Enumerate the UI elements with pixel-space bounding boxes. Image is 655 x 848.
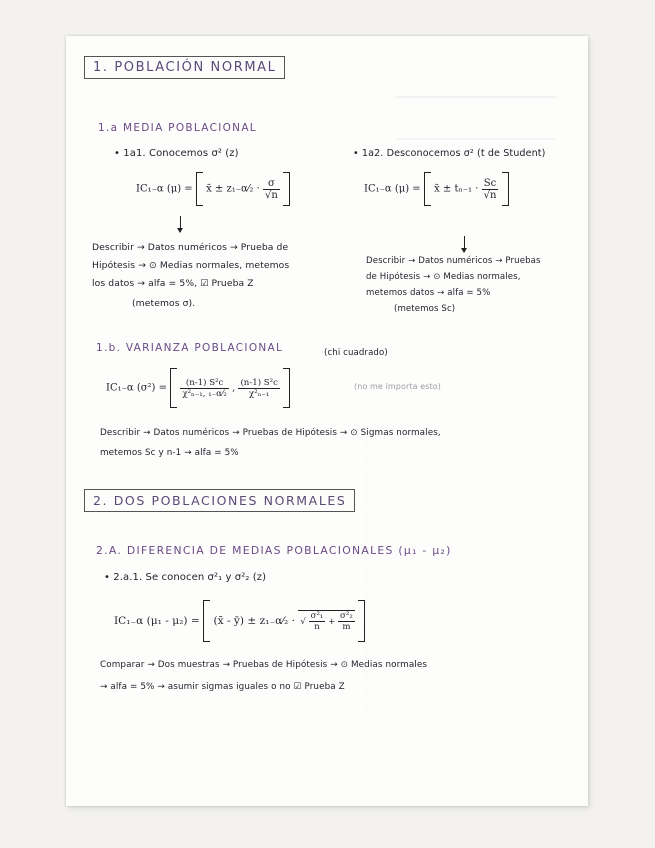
fraction-numerator: (n-1) S²c xyxy=(240,377,278,388)
case-known-sigma: • 1a1. Conocemos σ² (z) xyxy=(114,148,239,159)
note-right-line-1: Describir → Datos numéricos → Pruebas xyxy=(366,256,541,266)
section-title-poblacion-normal: 1. POBLACIÓN NORMAL xyxy=(84,56,285,79)
fraction-denominator: m xyxy=(342,622,351,632)
formula-ic-known-sigma xyxy=(136,172,290,206)
notebook-page xyxy=(66,36,588,806)
fraction-denominator: n xyxy=(314,622,320,632)
heading-media-poblacional: 1.a MEDIA POBLACIONAL xyxy=(98,122,257,134)
case-unknown-sigma: • 1a2. Desconocemos σ² (t de Student) xyxy=(353,148,546,159)
heading-varianza-poblacional: 1.b. VARIANZA POBLACIONAL xyxy=(96,342,284,354)
variance-note-line-2: metemos Sc y n-1 → alfa = 5% xyxy=(100,448,239,458)
note-left-line-4: (metemos σ). xyxy=(132,298,196,309)
case-known-two-sigmas: • 2.a.1. Se conocen σ²₁ y σ²₂ (z) xyxy=(104,572,267,583)
formula-label: IC₁₋α (μ) = xyxy=(364,183,421,195)
fraction-numerator: (n-1) S²c xyxy=(180,378,228,389)
formula-label: IC₁₋α (σ²) = xyxy=(106,382,168,394)
fraction-denominator: √n xyxy=(483,189,497,201)
arrow-down-icon xyxy=(180,216,181,232)
note-right-line-2: de Hipótesis → ⊙ Medias normales, xyxy=(366,272,521,282)
comparison-note-line-1: Comparar → Dos muestras → Pruebas de Hipótesis → ⊙ Medias normales xyxy=(100,660,428,670)
formula-body: x̄ ± tₙ₋₁ · xyxy=(434,183,479,195)
section-title-dos-poblaciones: 2. DOS POBLACIONES NORMALES xyxy=(84,489,355,512)
fraction-numerator: σ²₁ xyxy=(310,611,324,621)
formula-ic-difference: IC₁₋α (μ₁ - μ₂) = (x̄ - ȳ) ± z₁₋α⁄₂ · √ $\frac{\text{σ²₁}}{n}$ + $\frac{\text{σ²₂}}{m}$ xyxy=(114,600,365,642)
note-right-line-3: metemos datos → alfa = 5% xyxy=(366,288,491,298)
note-left-line-1: Describir → Datos numéricos → Prueba de xyxy=(92,242,289,253)
note-right-line-4: (metemos Sc) xyxy=(394,304,456,314)
show-through-marks-2 xyxy=(366,436,537,716)
formula-ic-variance: IC₁₋α (σ²) = $\frac{\text{(n-1) S²c}}{\text{χ²ₙ₋₁, ₁₋α⁄₂}}$ , $\frac{\text{(n-1) S²c}}{\text{χ²ₙ₋₁}}$ xyxy=(106,368,290,408)
formula-label: IC₁₋α (μ₁ - μ₂) = xyxy=(114,615,200,627)
note-left-line-2: Hipótesis → ⊙ Medias normales, metemos xyxy=(92,260,290,271)
fraction-numerator: Sc xyxy=(482,178,499,190)
heading-diferencia-medias: 2.A. DIFERENCIA DE MEDIAS POBLACIONALES (μ₁ - μ₂) xyxy=(96,544,452,557)
formula-ic-unknown-sigma xyxy=(364,172,509,206)
fraction-denominator: χ²ₙ₋₁, ₁₋α⁄₂ xyxy=(182,388,227,399)
arrow-down-icon xyxy=(464,236,465,252)
comparison-note-line-2: → alfa = 5% → asumir sigmas iguales o no ☑ Prueba Z xyxy=(100,682,345,692)
formula-aside-note: (no me importa esto) xyxy=(354,382,441,391)
fraction-numerator: σ xyxy=(263,178,280,190)
variance-note-line-1: Describir → Datos numéricos → Pruebas de Hipótesis → ⊙ Sigmas normales, xyxy=(100,428,441,438)
heading-note-chi: (chi cuadrado) xyxy=(324,348,388,358)
note-left-line-3: los datos → alfa = 5%, ☑ Prueba Z xyxy=(92,278,254,289)
formula-body: (x̄ - ȳ) ± z₁₋α⁄₂ · xyxy=(213,615,295,627)
show-through-marks xyxy=(396,96,556,140)
formula-body: x̄ ± z₁₋α⁄₂ · xyxy=(206,183,260,195)
fraction-numerator: σ²₂ xyxy=(340,611,353,621)
fraction-denominator: χ²ₙ₋₁ xyxy=(249,388,270,399)
fraction-denominator: √n xyxy=(264,189,278,201)
formula-label: IC₁₋α (μ) = xyxy=(136,183,193,195)
